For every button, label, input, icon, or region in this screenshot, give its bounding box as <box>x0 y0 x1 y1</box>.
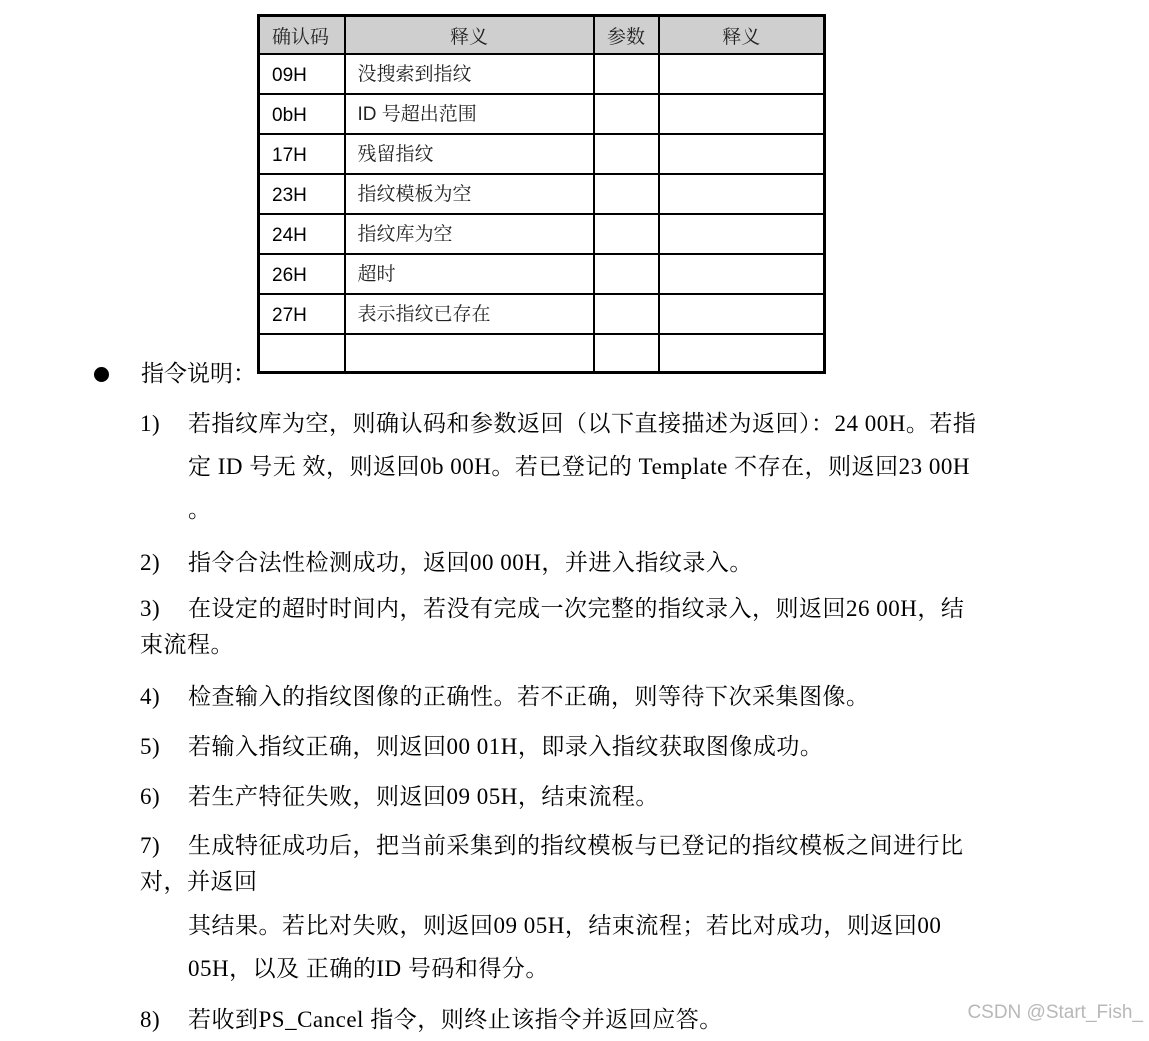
item-number: 3) <box>140 596 161 621</box>
cell-code: 17H <box>259 134 345 174</box>
cell-param-desc <box>659 294 825 334</box>
cell-param-desc <box>659 94 825 134</box>
list-item-8 <box>140 998 1100 1041</box>
item-number: 4) <box>140 684 161 709</box>
cell-desc: 指纹模板为空 <box>345 174 594 214</box>
table-row <box>259 134 825 174</box>
cell-param-desc <box>659 254 825 294</box>
cell-desc: 残留指纹 <box>345 134 594 174</box>
table-row <box>259 54 825 94</box>
item-text: 对，并返回 <box>140 869 258 894</box>
cell-param <box>594 294 659 334</box>
cell-param <box>594 94 659 134</box>
header-param-meaning: 释义 <box>659 16 825 55</box>
item-text: 定 ID 号无 效，则返回0b 00H。若已登记的 Template 不存在，则返回23 00H <box>188 454 970 479</box>
item-text: 05H，以及 正确的ID 号码和得分。 <box>188 956 549 981</box>
cell-code: 0bH <box>259 94 345 134</box>
item-number: 8) <box>140 1007 161 1032</box>
cell-param <box>594 134 659 174</box>
list-item-1 <box>140 402 1100 531</box>
table-row <box>259 174 825 214</box>
item-text: 检查输入的指纹图像的正确性。若不正确，则等待下次采集图像。 <box>188 684 870 709</box>
table-row <box>259 94 825 134</box>
cell-desc: 指纹库为空 <box>345 214 594 254</box>
cell-desc: 表示指纹已存在 <box>345 294 594 334</box>
list-item-7-continued <box>140 904 1100 990</box>
cell-param-desc <box>659 134 825 174</box>
item-text: 指令合法性检测成功，返回00 00H，并进入指纹录入。 <box>188 550 753 575</box>
table-row <box>259 294 825 334</box>
header-param: 参数 <box>594 16 659 55</box>
cell-desc <box>345 334 594 373</box>
cell-code <box>259 334 345 373</box>
cell-code: 23H <box>259 174 345 214</box>
cell-param <box>594 54 659 94</box>
table-row <box>259 254 825 294</box>
header-confirm-code: 确认码 <box>259 16 345 55</box>
cell-desc: 没搜索到指纹 <box>345 54 594 94</box>
confirmation-code-table <box>257 14 826 374</box>
item-number: 2) <box>140 550 161 575</box>
cell-param-desc <box>659 174 825 214</box>
item-text: 其结果。若比对失败，则返回09 05H，结束流程；若比对成功，则返回00 <box>188 913 942 938</box>
cell-param-desc <box>659 334 825 373</box>
list-item-6 <box>140 775 1100 818</box>
item-number: 7) <box>140 833 161 858</box>
item-text: 若生产特征失败，则返回09 05H，结束流程。 <box>188 784 659 809</box>
heading-text: 指令说明： <box>141 361 256 386</box>
list-item-5 <box>140 725 1100 768</box>
table-header-row <box>259 16 825 55</box>
cell-code: 09H <box>259 54 345 94</box>
cell-code: 27H <box>259 294 345 334</box>
item-number: 5) <box>140 734 161 759</box>
table-row-empty <box>259 334 825 373</box>
cell-param-desc <box>659 54 825 94</box>
cell-param <box>594 214 659 254</box>
list-item-7 <box>140 828 1100 900</box>
item-text: 若收到PS_Cancel 指令，则终止该指令并返回应答。 <box>188 1007 723 1032</box>
list-item-2 <box>140 541 1100 584</box>
cell-param <box>594 254 659 294</box>
list-item-3 <box>140 591 1100 663</box>
item-text: 若指纹库为空，则确认码和参数返回（以下直接描述为返回）：24 00H。若指 <box>188 411 977 436</box>
item-number: 1) <box>140 411 161 436</box>
cell-desc: ID 号超出范围 <box>345 94 594 134</box>
list-item-4 <box>140 675 1100 718</box>
cell-param <box>594 334 659 373</box>
cell-desc: 超时 <box>345 254 594 294</box>
table-row <box>259 214 825 254</box>
item-text: 束流程。 <box>140 632 234 657</box>
item-text: 若输入指纹正确，则返回00 01H，即录入指纹获取图像成功。 <box>188 734 824 759</box>
header-meaning: 释义 <box>345 16 594 55</box>
watermark: CSDN @Start_Fish_ <box>967 1002 1143 1023</box>
item-number: 6) <box>140 784 161 809</box>
cell-code: 24H <box>259 214 345 254</box>
item-text: 在设定的超时时间内，若没有完成一次完整的指纹录入，则返回26 00H，结 <box>188 596 965 621</box>
cell-param <box>594 174 659 214</box>
item-text: 。 <box>188 497 212 522</box>
cell-param-desc <box>659 214 825 254</box>
instruction-heading <box>94 358 256 390</box>
bullet-icon <box>94 367 109 382</box>
cell-code: 26H <box>259 254 345 294</box>
item-text: 生成特征成功后，把当前采集到的指纹模板与已登记的指纹模板之间进行比 <box>188 833 964 858</box>
